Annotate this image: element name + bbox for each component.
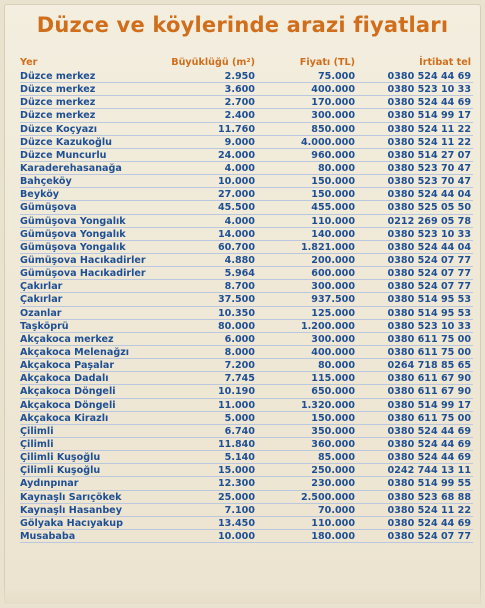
table-row xyxy=(20,267,473,280)
price-sheet xyxy=(4,4,481,604)
cell-place: Düzce merkez xyxy=(20,71,96,82)
cell-phone: 0380 611 67 90 xyxy=(387,386,471,398)
cell-phone: 0380 523 70 47 xyxy=(387,162,471,174)
table-row xyxy=(20,385,473,398)
cell-place: Çilimli xyxy=(20,425,54,437)
cell-place: Gümüşova Yongalık xyxy=(20,215,126,227)
table-row xyxy=(20,333,473,346)
cell-price: 70.000 xyxy=(317,504,355,516)
cell-place: Düzce Muncurlu xyxy=(20,149,107,161)
table-row xyxy=(20,477,473,490)
cell-size: 25.000 xyxy=(217,491,255,503)
table-row xyxy=(20,175,473,188)
cell-price: 850.000 xyxy=(311,123,355,135)
cell-phone: 0380 524 11 22 xyxy=(387,504,471,516)
cell-price: 150.000 xyxy=(311,189,355,201)
cell-size: 7.745 xyxy=(224,373,255,385)
cell-phone: 0380 611 75 00 xyxy=(387,412,471,424)
table-row xyxy=(20,425,473,438)
cell-price: 250.000 xyxy=(311,465,355,477)
cell-size: 12.300 xyxy=(217,478,255,490)
cell-phone: 0380 524 44 69 xyxy=(387,452,471,464)
cell-size: 7.200 xyxy=(224,360,255,372)
table-row xyxy=(20,201,473,214)
table-header xyxy=(20,56,473,69)
cell-size: 4.880 xyxy=(224,254,255,266)
cell-size: 6.740 xyxy=(224,425,255,437)
cell-phone: 0212 269 05 78 xyxy=(387,215,471,227)
cell-place: Düzce merkez xyxy=(20,110,96,122)
cell-phone: 0380 523 10 33 xyxy=(387,228,471,240)
cell-price: 80.000 xyxy=(317,360,355,372)
cell-place: Musababa xyxy=(20,530,76,542)
column-header-price: Fiyatı (TL) xyxy=(299,57,355,68)
cell-phone: 0264 718 85 65 xyxy=(387,360,471,372)
cell-phone: 0380 524 44 69 xyxy=(387,438,471,450)
cell-price: 180.000 xyxy=(311,530,355,542)
cell-place: Akçakoca Paşalar xyxy=(20,360,115,372)
cell-place: Çilimli Kuşoğlu xyxy=(20,452,101,464)
cell-place: Karaderehasanağa xyxy=(20,162,122,174)
cell-size: 10.190 xyxy=(217,386,255,398)
table-row xyxy=(20,372,473,385)
table-row xyxy=(20,517,473,530)
cell-size: 15.000 xyxy=(217,465,255,477)
cell-place: Gümüşova Hacıkadirler xyxy=(20,254,146,266)
cell-phone: 0380 611 75 00 xyxy=(387,346,471,358)
table-row xyxy=(20,83,473,96)
column-header-size: Büyüklüğü (m²) xyxy=(171,57,255,68)
cell-phone: 0380 514 99 17 xyxy=(387,110,471,122)
cell-price: 300.000 xyxy=(311,110,355,122)
cell-place: Düzce merkez xyxy=(20,97,96,109)
cell-price: 400.000 xyxy=(311,84,355,96)
cell-place: Çilimli xyxy=(20,438,54,450)
table-row xyxy=(20,530,473,543)
cell-price: 80.000 xyxy=(317,162,355,174)
column-header-phone: İrtibat tel xyxy=(419,57,471,68)
cell-place: Akçakoca Döngeli xyxy=(20,399,116,411)
table-row xyxy=(20,254,473,267)
cell-size: 10.000 xyxy=(217,530,255,542)
cell-phone: 0380 523 68 88 xyxy=(387,491,471,503)
cell-phone: 0380 524 11 22 xyxy=(387,136,471,148)
cell-place: Düzce Koçyazı xyxy=(20,123,98,135)
cell-phone: 0380 611 67 90 xyxy=(387,373,471,385)
cell-price: 200.000 xyxy=(311,254,355,266)
cell-price: 400.000 xyxy=(311,346,355,358)
paper-edge xyxy=(4,586,481,604)
cell-price: 650.000 xyxy=(311,386,355,398)
cell-phone: 0380 524 44 69 xyxy=(387,97,471,109)
cell-place: Akçakoca Döngeli xyxy=(20,386,116,398)
table-row xyxy=(20,438,473,451)
cell-size: 14.000 xyxy=(217,228,255,240)
cell-place: Gümüşova Yongalık xyxy=(20,228,126,240)
cell-size: 3.600 xyxy=(224,84,255,96)
table-row xyxy=(20,215,473,228)
cell-phone: 0380 523 70 47 xyxy=(387,176,471,188)
table-row xyxy=(20,504,473,517)
cell-size: 10.000 xyxy=(217,176,255,188)
cell-size: 8.700 xyxy=(224,281,255,293)
cell-place: Gölyaka Hacıyakup xyxy=(20,517,123,529)
table-row xyxy=(20,491,473,504)
cell-size: 2.950 xyxy=(224,71,255,82)
table-row xyxy=(20,359,473,372)
cell-size: 37.500 xyxy=(217,294,255,306)
table-row xyxy=(20,109,473,122)
cell-place: Akçakoca Kirazlı xyxy=(20,412,109,424)
cell-place: Çakırlar xyxy=(20,294,63,306)
cell-place: Ozanlar xyxy=(20,307,62,319)
cell-phone: 0380 514 99 55 xyxy=(387,478,471,490)
cell-price: 170.000 xyxy=(311,97,355,109)
table-row xyxy=(20,136,473,149)
cell-price: 115.000 xyxy=(311,373,355,385)
cell-price: 1.320.000 xyxy=(300,399,355,411)
table-body xyxy=(20,70,473,543)
table-row xyxy=(20,228,473,241)
cell-price: 85.000 xyxy=(317,452,355,464)
cell-price: 110.000 xyxy=(311,517,355,529)
table-row xyxy=(20,280,473,293)
cell-phone: 0380 523 10 33 xyxy=(387,320,471,332)
cell-size: 80.000 xyxy=(217,320,255,332)
cell-size: 5.140 xyxy=(224,452,255,464)
cell-place: Aydınpınar xyxy=(20,478,79,490)
cell-price: 300.000 xyxy=(311,333,355,345)
cell-place: Kaynaşlı Hasanbey xyxy=(20,504,122,516)
table-row xyxy=(20,96,473,109)
table-row xyxy=(20,399,473,412)
cell-place: Bahçeköy xyxy=(20,176,72,188)
cell-phone: 0380 514 99 17 xyxy=(387,399,471,411)
cell-size: 27.000 xyxy=(217,189,255,201)
cell-size: 45.500 xyxy=(217,202,255,214)
cell-phone: 0380 524 44 69 xyxy=(387,425,471,437)
cell-size: 60.700 xyxy=(217,241,255,253)
table-row xyxy=(20,307,473,320)
cell-phone: 0380 523 10 33 xyxy=(387,84,471,96)
cell-place: Çakırlar xyxy=(20,281,63,293)
cell-size: 8.000 xyxy=(224,346,255,358)
cell-place: Akçakoca Melenağzı xyxy=(20,346,130,358)
cell-size: 6.000 xyxy=(224,333,255,345)
cell-price: 4.000.000 xyxy=(300,136,355,148)
table-row xyxy=(20,293,473,306)
cell-phone: 0380 514 95 53 xyxy=(387,294,471,306)
cell-price: 600.000 xyxy=(311,268,355,280)
cell-size: 11.000 xyxy=(217,399,255,411)
cell-price: 937.500 xyxy=(311,294,355,306)
cell-size: 5.000 xyxy=(224,412,255,424)
cell-price: 350.000 xyxy=(311,425,355,437)
cell-place: Düzce Kazukoğlu xyxy=(20,136,112,148)
table-row xyxy=(20,123,473,136)
cell-phone: 0380 524 44 04 xyxy=(387,241,471,253)
table-row xyxy=(20,451,473,464)
cell-phone: 0380 524 07 77 xyxy=(387,254,471,266)
table-row xyxy=(20,346,473,359)
cell-phone: 0380 514 95 53 xyxy=(387,307,471,319)
cell-place: Akçakoca merkez xyxy=(20,333,114,345)
cell-place: Taşköprü xyxy=(20,320,69,332)
table-row xyxy=(20,464,473,477)
cell-place: Akçakoca Dadalı xyxy=(20,373,109,385)
cell-price: 360.000 xyxy=(311,438,355,450)
cell-place: Gümüşova Yongalık xyxy=(20,241,126,253)
table-row xyxy=(20,320,473,333)
cell-place: Düzce merkez xyxy=(20,84,96,96)
cell-price: 140.000 xyxy=(311,228,355,240)
column-header-place: Yer xyxy=(20,57,38,68)
cell-phone: 0380 524 07 77 xyxy=(387,530,471,542)
cell-size: 4.000 xyxy=(224,162,255,174)
cell-phone: 0380 611 75 00 xyxy=(387,333,471,345)
cell-price: 1.200.000 xyxy=(300,320,355,332)
page-title: Düzce ve köylerinde arazi fiyatları xyxy=(36,13,449,37)
cell-phone: 0380 524 44 69 xyxy=(387,517,471,529)
cell-size: 9.000 xyxy=(224,136,255,148)
cell-price: 150.000 xyxy=(311,412,355,424)
table-row xyxy=(20,162,473,175)
cell-size: 7.100 xyxy=(224,504,255,516)
cell-phone: 0380 514 27 07 xyxy=(387,149,471,161)
cell-phone: 0242 744 13 11 xyxy=(387,465,471,477)
table-row xyxy=(20,188,473,201)
cell-place: Gümüşova xyxy=(20,202,77,214)
table-row xyxy=(20,241,473,254)
cell-price: 230.000 xyxy=(311,478,355,490)
cell-place: Çilimli Kuşoğlu xyxy=(20,465,101,477)
cell-size: 2.400 xyxy=(224,110,255,122)
cell-price: 150.000 xyxy=(311,176,355,188)
cell-size: 11.760 xyxy=(217,123,255,135)
cell-phone: 0380 525 05 50 xyxy=(387,202,471,214)
cell-size: 24.000 xyxy=(217,149,255,161)
cell-phone: 0380 524 44 69 xyxy=(387,71,471,82)
cell-size: 11.840 xyxy=(217,438,255,450)
cell-price: 960.000 xyxy=(311,149,355,161)
cell-price: 455.000 xyxy=(311,202,355,214)
cell-place: Beyköy xyxy=(20,189,60,201)
cell-price: 75.000 xyxy=(317,71,355,82)
cell-size: 5.964 xyxy=(224,268,255,280)
cell-place: Kaynaşlı Sarıçökek xyxy=(20,491,122,503)
table-row xyxy=(20,70,473,83)
table-row xyxy=(20,149,473,162)
cell-phone: 0380 524 11 22 xyxy=(387,123,471,135)
cell-size: 2.700 xyxy=(224,97,255,109)
cell-price: 2.500.000 xyxy=(300,491,355,503)
table-row xyxy=(20,412,473,425)
cell-size: 13.450 xyxy=(217,517,255,529)
cell-price: 1.821.000 xyxy=(300,241,355,253)
cell-place: Gümüşova Hacıkadirler xyxy=(20,268,146,280)
cell-price: 125.000 xyxy=(311,307,355,319)
cell-phone: 0380 524 07 77 xyxy=(387,281,471,293)
cell-price: 300.000 xyxy=(311,281,355,293)
cell-phone: 0380 524 44 04 xyxy=(387,189,471,201)
cell-size: 4.000 xyxy=(224,215,255,227)
cell-price: 110.000 xyxy=(311,215,355,227)
cell-size: 10.350 xyxy=(217,307,255,319)
cell-phone: 0380 524 07 77 xyxy=(387,268,471,280)
